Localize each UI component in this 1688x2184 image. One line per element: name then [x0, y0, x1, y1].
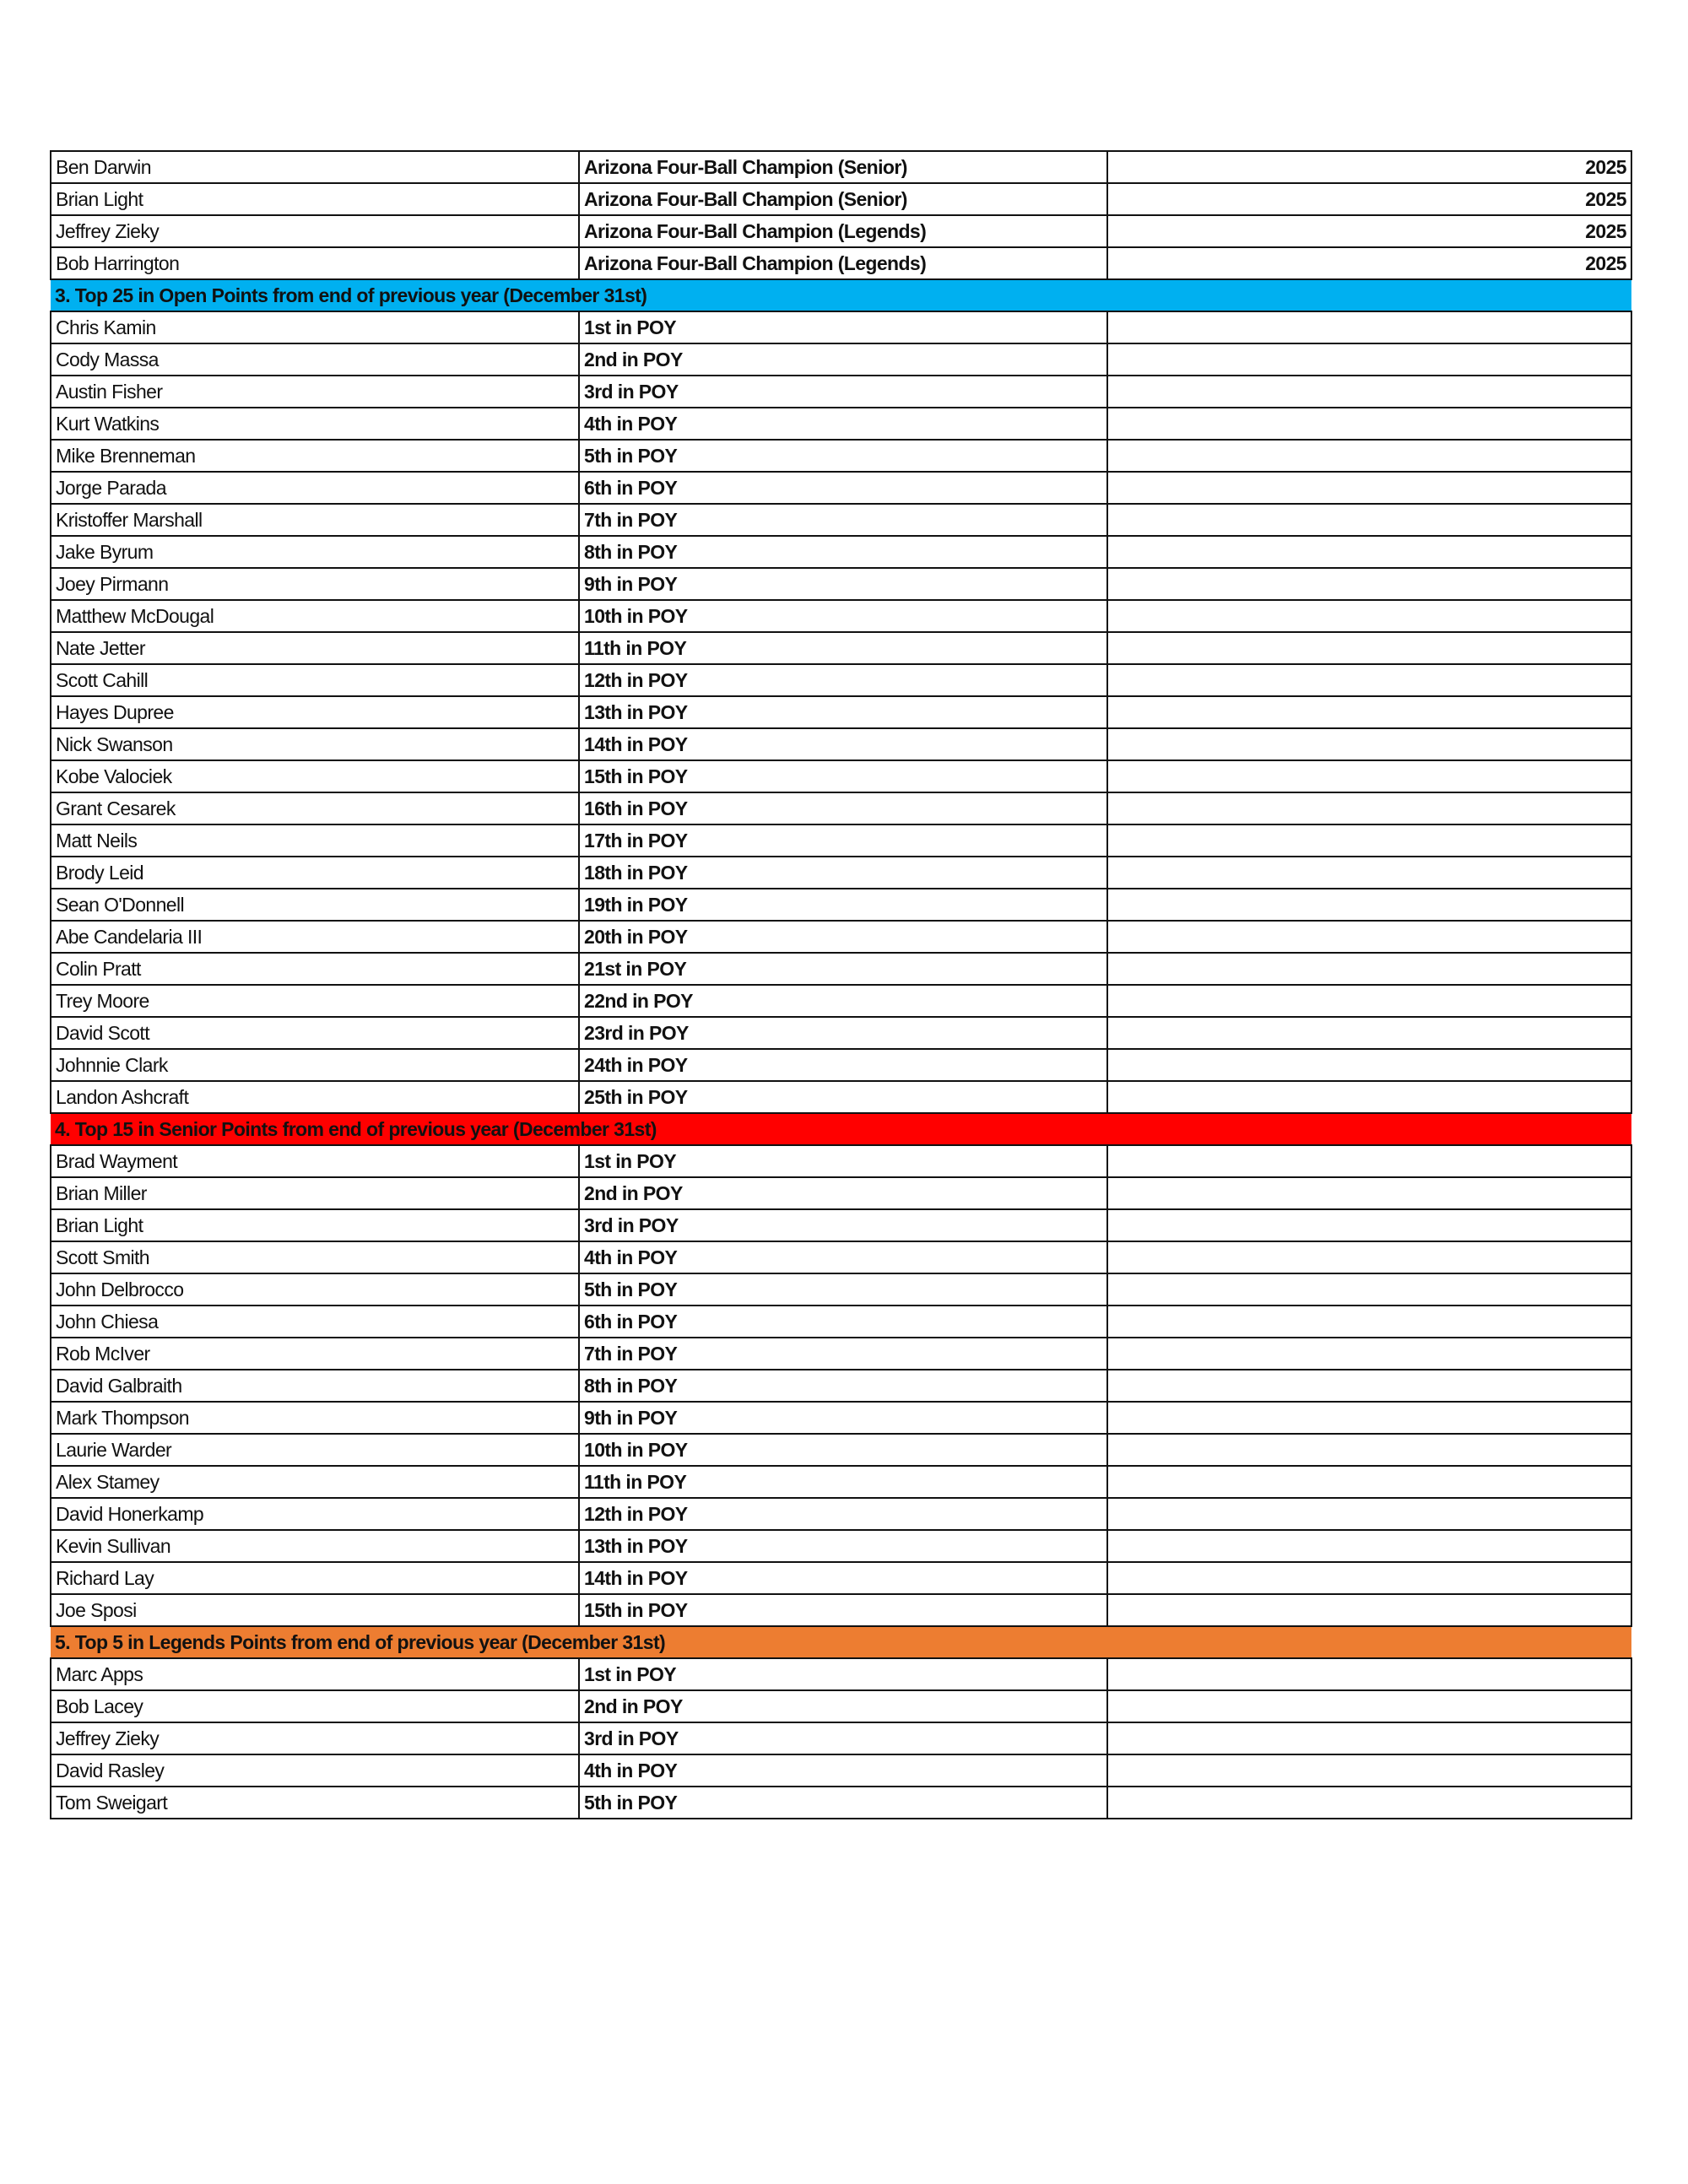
player-name: Tom Sweigart [51, 1787, 579, 1819]
poy-rank: 6th in POY [579, 1306, 1107, 1338]
year: 2025 [1107, 183, 1631, 215]
table-row [51, 1306, 1631, 1338]
table-row [51, 1658, 1631, 1690]
champion-row [51, 247, 1631, 279]
player-name: Brian Light [51, 1209, 579, 1241]
empty-cell [1107, 1690, 1631, 1722]
empty-cell [1107, 1209, 1631, 1241]
table-row [51, 504, 1631, 536]
poy-rank: 20th in POY [579, 921, 1107, 953]
poy-rank: 5th in POY [579, 1787, 1107, 1819]
player-name: Kobe Valociek [51, 760, 579, 792]
player-name: Trey Moore [51, 985, 579, 1017]
player-name: Mike Brenneman [51, 440, 579, 472]
player-name: David Rasley [51, 1754, 579, 1787]
player-name: Chris Kamin [51, 311, 579, 343]
poy-rank: 3rd in POY [579, 1722, 1107, 1754]
empty-cell [1107, 536, 1631, 568]
table-row [51, 1754, 1631, 1787]
table-row [51, 1690, 1631, 1722]
player-name: John Delbrocco [51, 1273, 579, 1306]
empty-cell [1107, 1722, 1631, 1754]
player-name: Jeffrey Zieky [51, 1722, 579, 1754]
poy-rank: 14th in POY [579, 1562, 1107, 1594]
empty-cell [1107, 1498, 1631, 1530]
year: 2025 [1107, 215, 1631, 247]
empty-cell [1107, 600, 1631, 632]
poy-rank: 1st in POY [579, 311, 1107, 343]
player-name: Sean O'Donnell [51, 889, 579, 921]
player-name: Grant Cesarek [51, 792, 579, 824]
poy-rank: 16th in POY [579, 792, 1107, 824]
table-row [51, 311, 1631, 343]
player-name: Joe Sposi [51, 1594, 579, 1626]
table-row [51, 1594, 1631, 1626]
empty-cell [1107, 985, 1631, 1017]
poy-rank: 17th in POY [579, 824, 1107, 857]
table-row [51, 696, 1631, 728]
table-row [51, 1498, 1631, 1530]
section-header [51, 1113, 1631, 1145]
poy-rank: 11th in POY [579, 1466, 1107, 1498]
empty-cell [1107, 921, 1631, 953]
poy-rank: 7th in POY [579, 1338, 1107, 1370]
player-name: Kurt Watkins [51, 408, 579, 440]
empty-cell [1107, 728, 1631, 760]
player-name: Alex Stamey [51, 1466, 579, 1498]
poy-rank: 13th in POY [579, 1530, 1107, 1562]
empty-cell [1107, 1530, 1631, 1562]
table-row [51, 1434, 1631, 1466]
champion-row [51, 183, 1631, 215]
poy-rank: 21st in POY [579, 953, 1107, 985]
empty-cell [1107, 760, 1631, 792]
poy-rank: 24th in POY [579, 1049, 1107, 1081]
player-name: Richard Lay [51, 1562, 579, 1594]
poy-rank: 9th in POY [579, 568, 1107, 600]
poy-rank: 3rd in POY [579, 1209, 1107, 1241]
table-row [51, 408, 1631, 440]
table-row [51, 1273, 1631, 1306]
player-name: Ben Darwin [51, 151, 579, 183]
table-row [51, 1530, 1631, 1562]
section-title: 4. Top 15 in Senior Points from end of previous year (December 31st) [51, 1113, 1631, 1145]
empty-cell [1107, 857, 1631, 889]
poy-rank: 12th in POY [579, 1498, 1107, 1530]
empty-cell [1107, 1787, 1631, 1819]
table-row [51, 889, 1631, 921]
empty-cell [1107, 889, 1631, 921]
table-row [51, 1177, 1631, 1209]
player-name: Kristoffer Marshall [51, 504, 579, 536]
table-row [51, 1466, 1631, 1498]
empty-cell [1107, 664, 1631, 696]
poy-rank: 2nd in POY [579, 343, 1107, 376]
poy-rank: 12th in POY [579, 664, 1107, 696]
qualification: Arizona Four-Ball Champion (Legends) [579, 215, 1107, 247]
table-row [51, 376, 1631, 408]
poy-rank: 11th in POY [579, 632, 1107, 664]
table-row [51, 1049, 1631, 1081]
poy-rank: 2nd in POY [579, 1690, 1107, 1722]
poy-rank: 3rd in POY [579, 376, 1107, 408]
section-title: 5. Top 5 in Legends Points from end of previous year (December 31st) [51, 1626, 1631, 1658]
poy-rank: 4th in POY [579, 1241, 1107, 1273]
table-row [51, 472, 1631, 504]
qualifier-table [50, 150, 1632, 1819]
poy-rank: 22nd in POY [579, 985, 1107, 1017]
empty-cell [1107, 472, 1631, 504]
table-row [51, 1370, 1631, 1402]
empty-cell [1107, 1402, 1631, 1434]
player-name: Brian Light [51, 183, 579, 215]
table-row [51, 953, 1631, 985]
player-name: Joey Pirmann [51, 568, 579, 600]
poy-rank: 1st in POY [579, 1145, 1107, 1177]
table-row [51, 1787, 1631, 1819]
table-row [51, 824, 1631, 857]
table-row [51, 1017, 1631, 1049]
empty-cell [1107, 1081, 1631, 1113]
table-row [51, 728, 1631, 760]
section-title: 3. Top 25 in Open Points from end of previous year (December 31st) [51, 279, 1631, 311]
player-name: Laurie Warder [51, 1434, 579, 1466]
player-name: Cody Massa [51, 343, 579, 376]
year: 2025 [1107, 151, 1631, 183]
table-row [51, 632, 1631, 664]
empty-cell [1107, 1241, 1631, 1273]
poy-rank: 15th in POY [579, 1594, 1107, 1626]
player-name: David Honerkamp [51, 1498, 579, 1530]
player-name: Rob McIver [51, 1338, 579, 1370]
player-name: Colin Pratt [51, 953, 579, 985]
poy-rank: 4th in POY [579, 1754, 1107, 1787]
poy-rank: 14th in POY [579, 728, 1107, 760]
player-name: John Chiesa [51, 1306, 579, 1338]
section-header [51, 1626, 1631, 1658]
empty-cell [1107, 1049, 1631, 1081]
poy-rank: 10th in POY [579, 600, 1107, 632]
player-name: Brian Miller [51, 1177, 579, 1209]
empty-cell [1107, 953, 1631, 985]
empty-cell [1107, 408, 1631, 440]
table-row [51, 1081, 1631, 1113]
player-name: Brad Wayment [51, 1145, 579, 1177]
empty-cell [1107, 824, 1631, 857]
player-name: Brody Leid [51, 857, 579, 889]
table-row [51, 921, 1631, 953]
empty-cell [1107, 1466, 1631, 1498]
poy-rank: 8th in POY [579, 1370, 1107, 1402]
poy-rank: 19th in POY [579, 889, 1107, 921]
table-row [51, 536, 1631, 568]
table-row [51, 664, 1631, 696]
champion-row [51, 215, 1631, 247]
player-name: Bob Lacey [51, 1690, 579, 1722]
poy-rank: 18th in POY [579, 857, 1107, 889]
player-name: Bob Harrington [51, 247, 579, 279]
empty-cell [1107, 1434, 1631, 1466]
poy-rank: 9th in POY [579, 1402, 1107, 1434]
table-row [51, 440, 1631, 472]
table-row [51, 760, 1631, 792]
table-row [51, 1241, 1631, 1273]
poy-rank: 5th in POY [579, 1273, 1107, 1306]
section-header [51, 279, 1631, 311]
empty-cell [1107, 343, 1631, 376]
poy-rank: 1st in POY [579, 1658, 1107, 1690]
qualification: Arizona Four-Ball Champion (Senior) [579, 151, 1107, 183]
champion-row [51, 151, 1631, 183]
empty-cell [1107, 696, 1631, 728]
empty-cell [1107, 1177, 1631, 1209]
player-name: Abe Candelaria III [51, 921, 579, 953]
empty-cell [1107, 1306, 1631, 1338]
table-row [51, 1145, 1631, 1177]
poy-rank: 13th in POY [579, 696, 1107, 728]
empty-cell [1107, 1017, 1631, 1049]
empty-cell [1107, 376, 1631, 408]
player-name: Hayes Dupree [51, 696, 579, 728]
player-name: Mark Thompson [51, 1402, 579, 1434]
qualification: Arizona Four-Ball Champion (Legends) [579, 247, 1107, 279]
table-row [51, 985, 1631, 1017]
player-name: Marc Apps [51, 1658, 579, 1690]
table-row [51, 1722, 1631, 1754]
year: 2025 [1107, 247, 1631, 279]
player-name: Nate Jetter [51, 632, 579, 664]
player-name: Landon Ashcraft [51, 1081, 579, 1113]
player-name: Nick Swanson [51, 728, 579, 760]
poy-rank: 10th in POY [579, 1434, 1107, 1466]
table-row [51, 343, 1631, 376]
player-name: Jorge Parada [51, 472, 579, 504]
empty-cell [1107, 1562, 1631, 1594]
poy-rank: 25th in POY [579, 1081, 1107, 1113]
poy-rank: 15th in POY [579, 760, 1107, 792]
table-row [51, 792, 1631, 824]
player-name: David Scott [51, 1017, 579, 1049]
empty-cell [1107, 1145, 1631, 1177]
empty-cell [1107, 1658, 1631, 1690]
player-name: Kevin Sullivan [51, 1530, 579, 1562]
player-name: Matt Neils [51, 824, 579, 857]
table-row [51, 1562, 1631, 1594]
empty-cell [1107, 1273, 1631, 1306]
empty-cell [1107, 1370, 1631, 1402]
empty-cell [1107, 311, 1631, 343]
empty-cell [1107, 568, 1631, 600]
player-name: David Galbraith [51, 1370, 579, 1402]
table-row [51, 1209, 1631, 1241]
player-name: Scott Smith [51, 1241, 579, 1273]
table-row [51, 1338, 1631, 1370]
poy-rank: 7th in POY [579, 504, 1107, 536]
table-row [51, 568, 1631, 600]
poy-rank: 2nd in POY [579, 1177, 1107, 1209]
table-row [51, 857, 1631, 889]
empty-cell [1107, 1338, 1631, 1370]
player-name: Johnnie Clark [51, 1049, 579, 1081]
empty-cell [1107, 504, 1631, 536]
player-name: Jake Byrum [51, 536, 579, 568]
poy-rank: 8th in POY [579, 536, 1107, 568]
poy-rank: 6th in POY [579, 472, 1107, 504]
poy-rank: 23rd in POY [579, 1017, 1107, 1049]
empty-cell [1107, 440, 1631, 472]
player-name: Scott Cahill [51, 664, 579, 696]
player-name: Austin Fisher [51, 376, 579, 408]
qualification: Arizona Four-Ball Champion (Senior) [579, 183, 1107, 215]
poy-rank: 5th in POY [579, 440, 1107, 472]
player-name: Matthew McDougal [51, 600, 579, 632]
poy-rank: 4th in POY [579, 408, 1107, 440]
player-name: Jeffrey Zieky [51, 215, 579, 247]
empty-cell [1107, 632, 1631, 664]
empty-cell [1107, 1594, 1631, 1626]
table-row [51, 600, 1631, 632]
empty-cell [1107, 792, 1631, 824]
table-row [51, 1402, 1631, 1434]
empty-cell [1107, 1754, 1631, 1787]
